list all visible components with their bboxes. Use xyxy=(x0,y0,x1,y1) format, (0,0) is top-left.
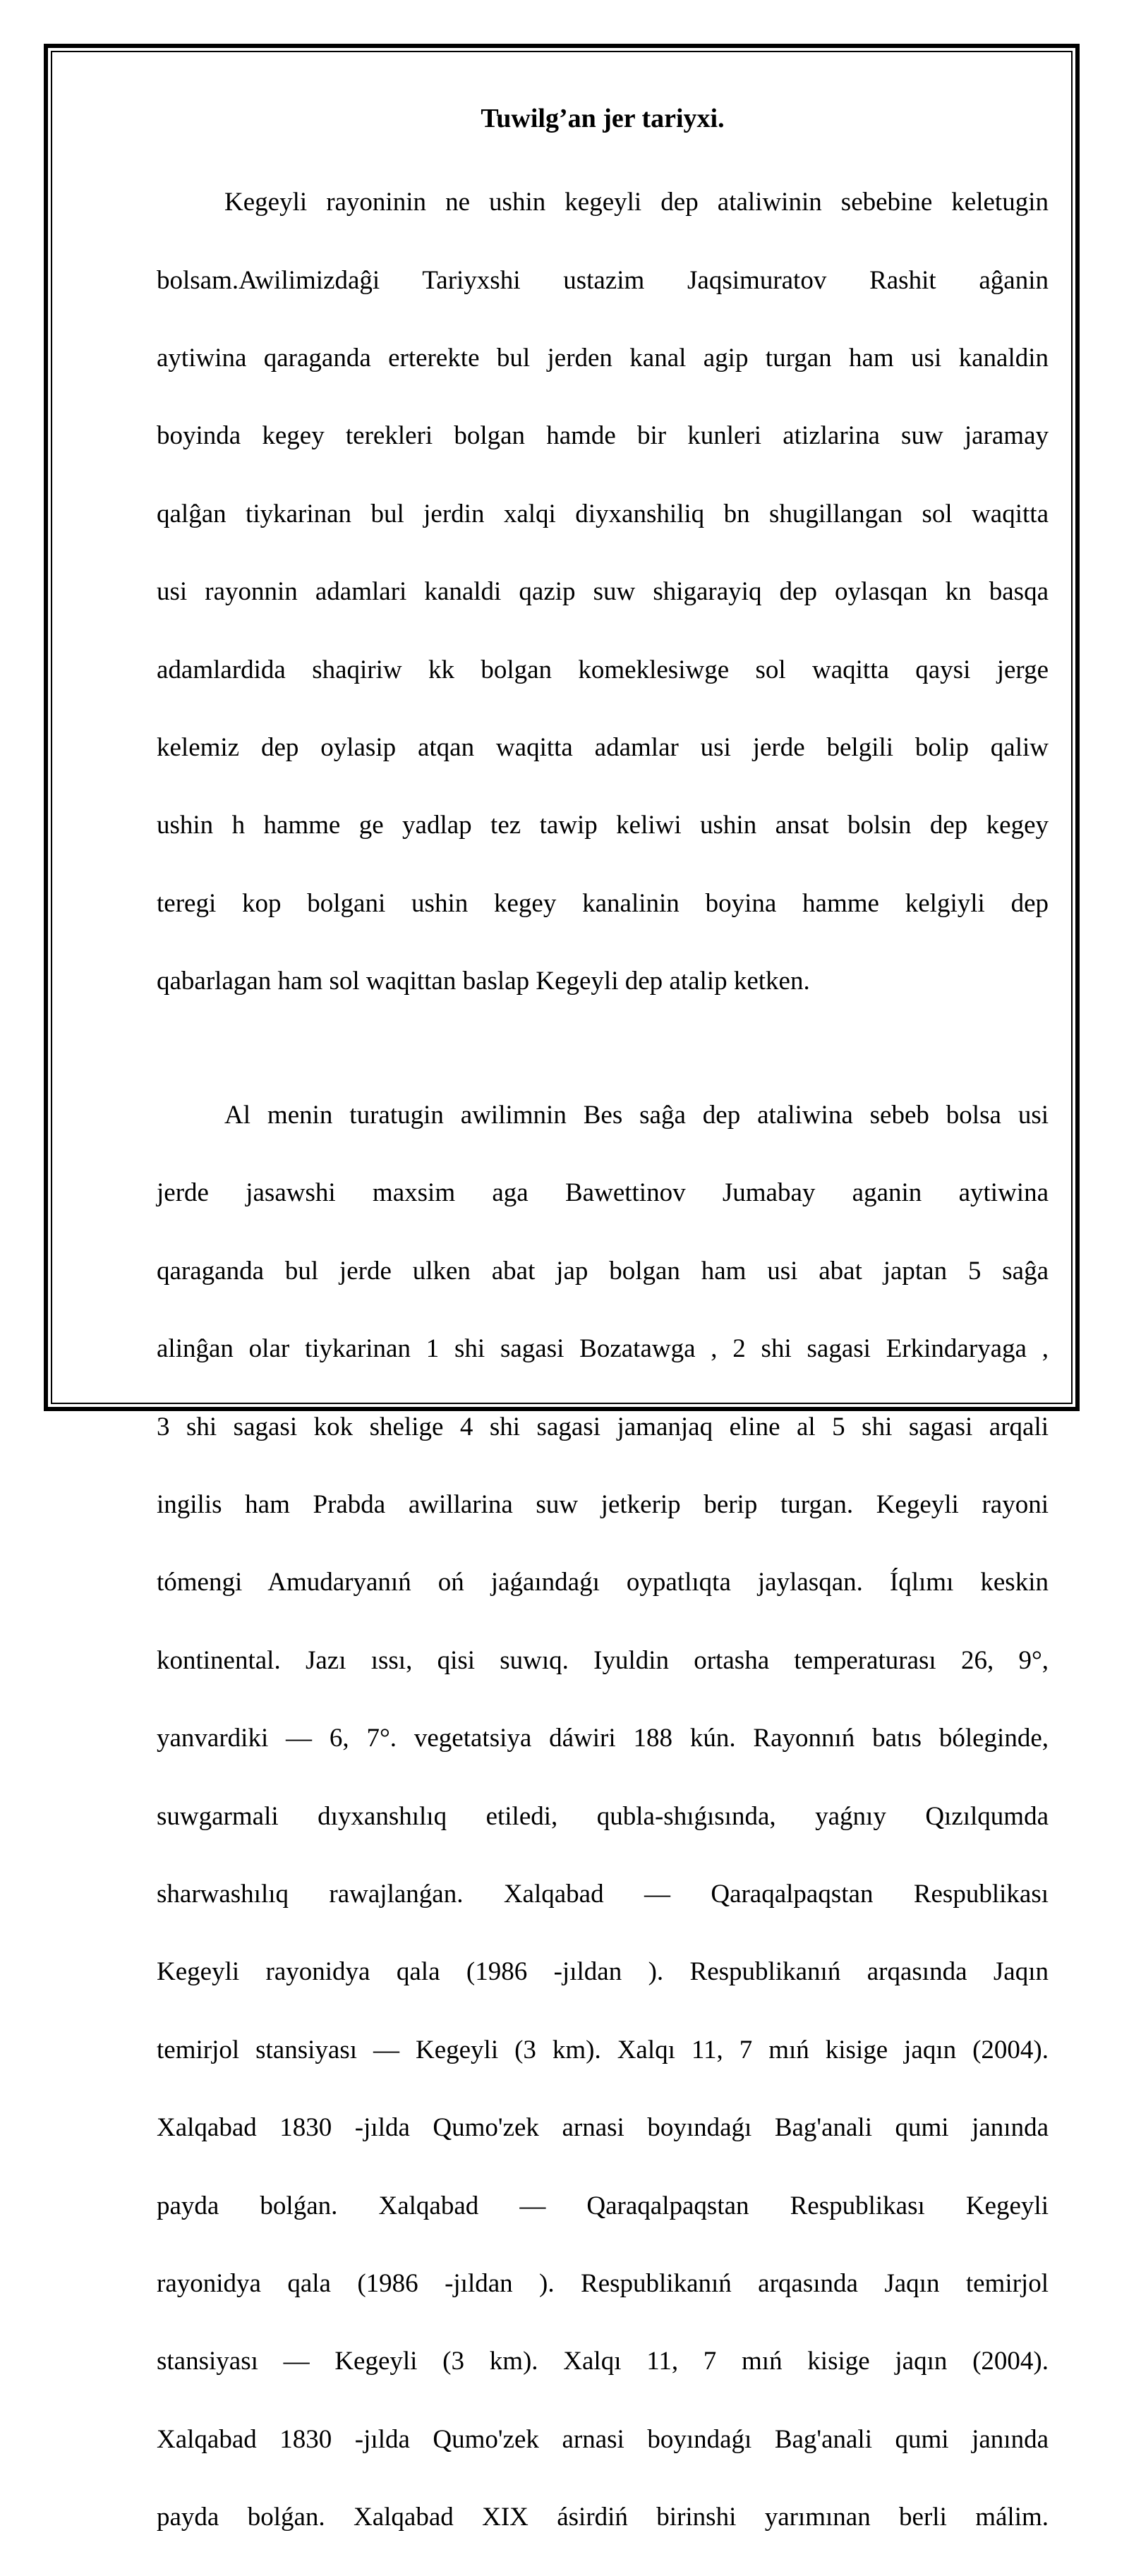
text-line: Al menin turatugin awilimnin Bes saĝa dep ataliwina sebeb bolsa usi xyxy=(224,1100,1049,1130)
text-line: bolsam.Awilimizdaĝi Tariyxshi ustazim Jaqsimuratov Rashit aĝanin xyxy=(157,265,1049,295)
text-line: kontinental. Jazı ıssı, qisi suwıq. Iyuldin ortasha temperaturası 26, 9°, xyxy=(157,1645,1049,1675)
text-line: alinĝan olar tiykarinan 1 shi sagasi Bozatawga , 2 shi sagasi Erkindaryaga , xyxy=(157,1334,1049,1364)
text-line: ushin h hamme ge yadlap tez tawip keliwi ushin ansat bolsin dep kegey xyxy=(157,811,1049,840)
text-line: 3 shi sagasi kok shelige 4 shi sagasi jamanjaq eline al 5 shi sagasi arqali xyxy=(157,1412,1049,1441)
text-line: kelemiz dep oylasip atqan waqitta adamlar usi jerde belgili bolip qaliw xyxy=(157,733,1049,763)
text-line: temirjol stansiyası — Kegeyli (3 km). Xalqı 11, 7 mıń kisige jaqın (2004). xyxy=(157,2035,1049,2064)
text-line: payda bolǵan. Xalqabad — Qaraqalpaqstan Respublikası Kegeyli xyxy=(157,2191,1049,2220)
text-line: yanvardiki — 6, 7°. vegetatsiya dáwiri 188 kún. Rayonnıń batıs bóleginde, xyxy=(157,1724,1049,1753)
text-line: qabarlagan ham sol waqittan baslap Kegeyli dep atalip ketken. xyxy=(157,967,810,996)
text-line: rayonidya qala (1986 -jıldan ). Respublikanıń arqasında Jaqın temirjol xyxy=(157,2268,1049,2298)
text-line: usi rayonnin adamlari kanaldi qazip suw shigarayiq dep oylasqan kn basqa xyxy=(157,577,1049,607)
text-line: tómengi Amudaryanıń oń jaǵaındaǵı oypatlıqta jaylasqan. Íqlımı keskin xyxy=(157,1568,1049,1597)
text-line: stansiyası — Kegeyli (3 km). Xalqı 11, 7 mıń kisige jaqın (2004). xyxy=(157,2347,1049,2376)
text-line: jerde jasawshi maxsim aga Bawettinov Jumabay aganin aytiwina xyxy=(157,1178,1049,1208)
text-line: aytiwina qaraganda erterekte bul jerden kanal agip turgan ham usi kanaldin xyxy=(157,344,1049,373)
text-line: Xalqabad 1830 -jılda Qumo'zek arnasi boyındaǵı Bag'anali qumi janında xyxy=(157,2424,1049,2454)
text-line: boyinda kegey terekleri bolgan hamde bir kunleri atizlarina suw jaramay xyxy=(157,421,1049,451)
paragraph-1 xyxy=(157,144,1049,1040)
text-line: ingilis ham Prabda awillarina suw jetkerip berip turgan. Kegeyli rayoni xyxy=(157,1489,1049,1519)
text-line: Kegeyli rayonidya qala (1986 -jıldan ). Respublikanıń arqasında Jaqın xyxy=(157,1957,1049,1987)
text-line: suwgarmali dıyxanshılıq etiledi, qubla-shıǵısında, yaǵnıy Qızılqumda xyxy=(157,1801,1049,1831)
document-title: Tuwilg’an jer tariyxi. xyxy=(481,104,725,133)
text-line: payda bolǵan. Xalqabad XIX ásirdiń birinshi yarımınan berli málim. xyxy=(157,2503,1049,2532)
text-line: qaraganda bul jerde ulken abat jap bolgan ham usi abat japtan 5 saĝa xyxy=(157,1256,1049,1286)
paragraph-2 xyxy=(157,1057,1049,2576)
text-line: sharwashılıq rawajlanǵan. Xalqabad — Qaraqalpaqstan Respublikası xyxy=(157,1879,1049,1909)
text-line: qalĝan tiykarinan bul jerdin xalqi diyxanshiliq bn shugillangan sol waqitta xyxy=(157,499,1049,528)
text-line: teregi kop bolgani ushin kegey kanalinin boyina hamme kelgiyli dep xyxy=(157,888,1049,918)
document-body xyxy=(157,99,1049,2576)
text-line: Kegeyli rayoninin ne ushin kegeyli dep ataliwinin sebebine keletugin xyxy=(224,188,1049,217)
text-line: adamlardida shaqiriw kk bolgan komeklesiwge sol waqitta qaysi jerge xyxy=(157,655,1049,684)
text-line: Xalqabad 1830 -jılda Qumo'zek arnasi boyındaǵı Bag'anali qumi janında xyxy=(157,2113,1049,2143)
